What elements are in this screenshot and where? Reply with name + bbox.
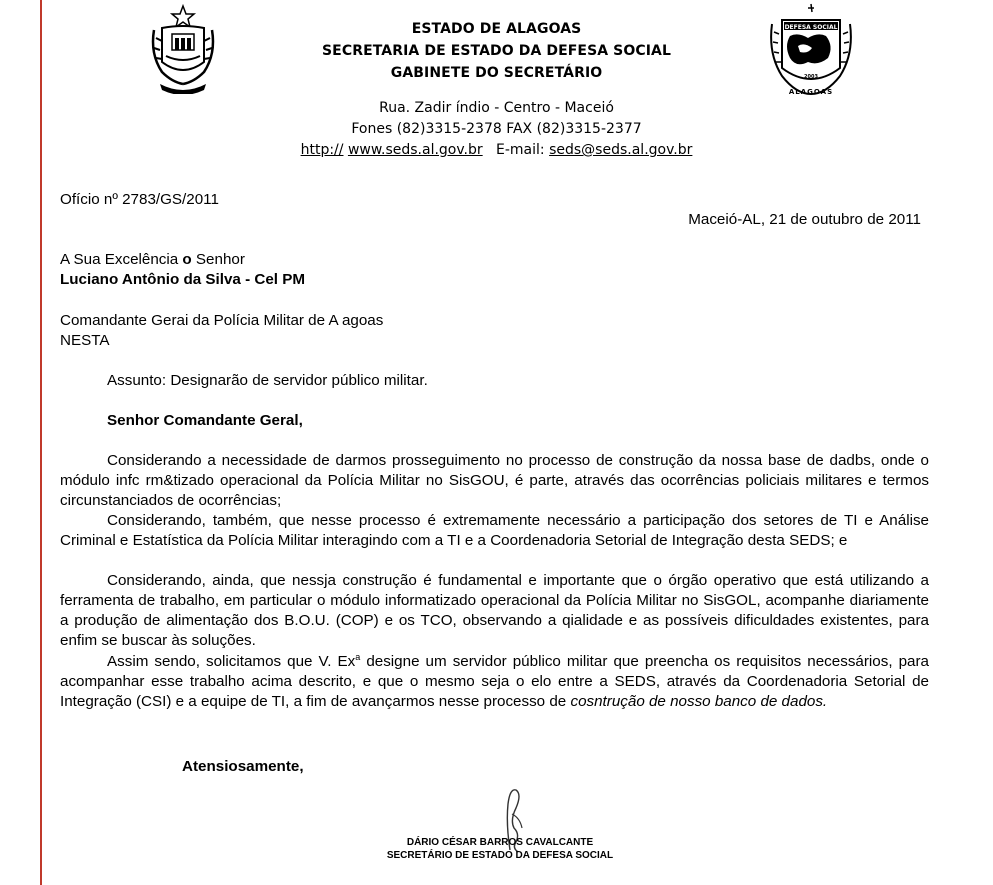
letterhead-state: ESTADO DE ALAGOAS: [411, 21, 582, 37]
signature-block: [340, 836, 660, 862]
email-label: E-mail:: [496, 142, 545, 158]
svg-text:2003: 2003: [804, 74, 818, 80]
letter-reference: Ofício nº 2783/GS/2011: [60, 191, 219, 208]
letterhead-phones: Fones (82)3315-2378 FAX (82)3315-2377: [351, 121, 642, 137]
body-paragraph-2: Considerando, também, que nesse processo é extremamente necessário a participação dos setores de TI e Análise Criminal e Estatística da Polícia Militar interagindo com a TI e a Coordenadoria Setorial de Integração desta SEDS; e: [60, 512, 929, 549]
letter-date: Maceió-AL, 21 de outubro de 2011: [688, 211, 921, 228]
letterhead-contacts: [300, 140, 693, 161]
website-link[interactable]: www.seds.al.gov.br: [347, 142, 483, 158]
letter-greeting: Senhor Comandante Geral,: [107, 412, 303, 429]
recipient-title: Comandante Gerai da Polícia Militar de A agoas: [60, 312, 384, 329]
letterhead-address: Rua. Zadir índio - Centro - Maceió: [379, 100, 614, 116]
letter-closing: Atensiosamente,: [182, 758, 304, 775]
recipient-place: NESTA: [60, 332, 110, 349]
letterhead-secretariat: SECRETARIA DE ESTADO DA DEFESA SOCIAL: [321, 43, 672, 59]
body-paragraph-1: Considerando a necessidade de darmos prosseguimento no processo de construção da nossa base de dadbs, onde o módulo infc rm&tizado operacional da Polícia Militar no SisGOU, é parte, através das ocorrências policiais militares e termos circunstanciados de ocorrências;: [60, 452, 929, 509]
state-coat-of-arms-icon: [148, 4, 218, 94]
letterhead-text: [300, 18, 693, 161]
letterhead: [0, 0, 993, 175]
letter-subject: Assunto: Designarão de servidor público militar.: [107, 372, 428, 389]
body-paragraph-3: Considerando, ainda, que nessja construção é fundamental e importante que o órgão operativo que está utilizando a ferramenta de trabalho, em particular o módulo informatizado operacional da Polícia Militar no SisGOL, acompanhe diariamente a produção de alimentação dos B.O.U. (COP) e os TCO, observando a qialidade e as possíveis dificuldades existentes, para enfim se buscar às soluções.: [60, 572, 929, 649]
recipient-name: Luciano Antônio da Silva - Cel PM: [60, 271, 305, 288]
url-prefix-link[interactable]: http://: [300, 142, 344, 158]
svg-text:ALAGOAS: ALAGOAS: [788, 88, 834, 96]
signer-title: SECRETÁRIO DE ESTADO DA DEFESA SOCIAL: [386, 850, 614, 861]
email-link[interactable]: seds@seds.al.gov.br: [549, 142, 693, 158]
svg-text:DEFESA SOCIAL: DEFESA SOCIAL: [784, 24, 838, 31]
body-paragraph-4: Assim sendo, solicitamos que V. Ex$^a$ designe um servidor público militar que preencha os requisitos necessários, para acompanhar esse trabalho acima descrito, e que o mesmo seja o elo entre a SEDS, através da Coordenadoria Setorial de Integração (CSI) e a equipe de TI, a fim de avançarmos nesse processo de cosntrução de nosso banco de dados.: [60, 651, 929, 710]
letterhead-office: GABINETE DO SECRETÁRIO: [390, 65, 603, 81]
salutation: A Sua Excelência o Senhor: [60, 251, 245, 268]
signer-name: DÁRIO CÉSAR BARROS CAVALCANTE: [406, 837, 594, 848]
defesa-social-seal-icon: [768, 2, 854, 98]
